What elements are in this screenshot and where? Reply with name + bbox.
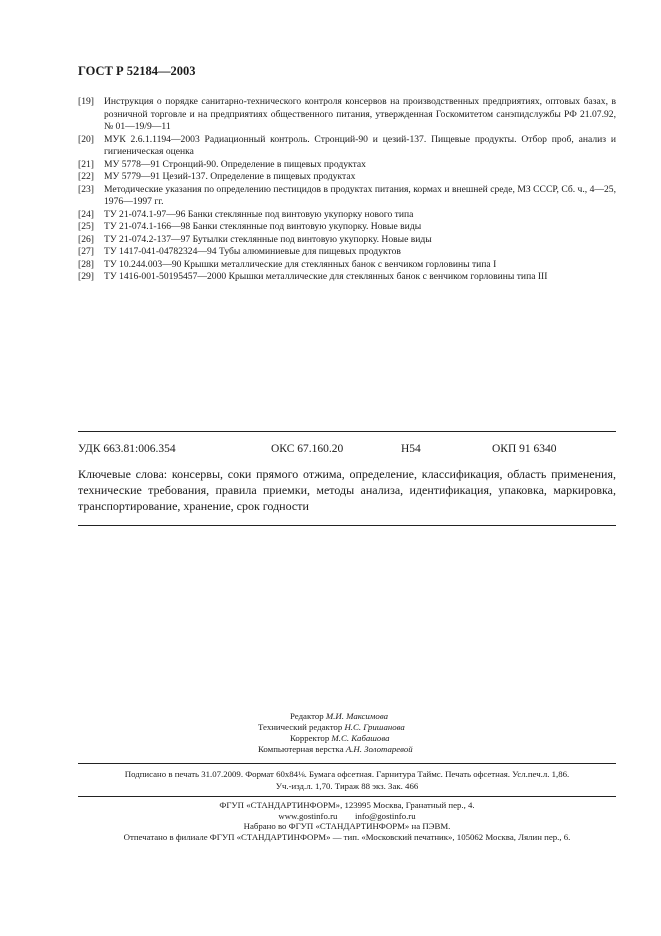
section-divider <box>78 763 616 764</box>
credit-role: Корректор <box>290 733 330 743</box>
reference-number: [26] <box>78 233 94 245</box>
credit-name: М.С. Кабашова <box>331 733 390 743</box>
credit-role: Технический редактор <box>258 722 343 732</box>
credit-name: М.И. Максимова <box>325 711 388 721</box>
credits-block <box>258 711 413 755</box>
reference-number: [29] <box>78 271 94 282</box>
credit-role: Редактор <box>290 711 324 721</box>
credit-line <box>258 722 413 733</box>
credit-line <box>258 744 413 755</box>
credit-line <box>258 733 413 744</box>
credit-line <box>258 711 413 722</box>
reference-number: [20] <box>78 133 94 145</box>
page-title: ГОСТ Р 52184—2003 <box>78 64 196 78</box>
reference-text: ТУ 21-074.1-97—96 Банки стеклянные под винтовую укупорку нового типа <box>104 208 414 220</box>
reference-item <box>78 96 616 134</box>
reference-text: ТУ 1416-001-50195457—2000 Крышки металлические для стеклянных банок с венчиком горловины типа III <box>104 271 548 282</box>
reference-item <box>78 209 616 222</box>
okp-code: ОКП 91 6340 <box>492 443 557 455</box>
reference-text: ТУ 1417-041-04782324—94 Тубы алюминиевые для пищевых продуктов <box>104 246 401 257</box>
keywords-paragraph: Ключевые слова: консервы, соки прямого отжима, определение, классификация, область применения, технические требования, правила приемки, методы анализа, идентификация, упаковка, маркировка, транспортирование, хранение, срок годности <box>78 467 616 513</box>
reference-list <box>78 96 616 284</box>
udk-code: УДК 663.81:006.354 <box>78 443 176 455</box>
reference-item <box>78 171 616 184</box>
reference-text: МУ 5779—91 Цезий-137. Определение в пищевых продуктах <box>104 171 356 182</box>
publisher-line: ФГУП «СТАНДАРТИНФОРМ», 123995 Москва, Гранатный пер., 4. <box>219 800 475 810</box>
reference-item <box>78 271 616 284</box>
reference-item <box>78 246 616 259</box>
reference-item <box>78 159 616 172</box>
publisher-line: Отпечатано в филиале ФГУП «СТАНДАРТИНФОРМ» — тип. «Московский печатник», 105062 Москва, Лялин пер., 6. <box>123 831 571 842</box>
reference-text: Инструкция о порядке санитарно-технического контроля консервов на производственных предприятиях, оптовых базах, в розничной торговле и на предприятиях общественного питания, утвержденная Госкомитетом санэпидслужбы РФ 21.07.92, № 01—19/9—11 <box>104 96 616 132</box>
website-link[interactable]: www.gostinfo.ru <box>278 810 338 821</box>
reference-text: ТУ 21-074.1-166—98 Банки стеклянные под винтовую укупорку. Новые виды <box>104 221 422 232</box>
reference-number: [19] <box>78 96 94 107</box>
reference-text: МУ 5778—91 Стронций-90. Определение в пищевых продуктах <box>104 158 366 170</box>
section-divider <box>78 796 616 797</box>
reference-text: МУК 2.6.1.1194—2003 Радиационный контроль. Стронций-90 и цезий-137. Пищевые продукты. Отбор проб, анализ и гигиеническая оценка <box>104 133 616 157</box>
signing-line: Подписано в печать 31.07.2009. Формат 60x84⅛. Бумага офсетная. Гарнитура Таймс. Печать офсетная. Усл.печ.л. 1,86. <box>124 769 570 779</box>
reference-number: [21] <box>78 158 94 170</box>
publisher-info <box>78 800 616 842</box>
credit-name: Н.С. Гришанова <box>344 722 405 732</box>
publisher-line: Набрано во ФГУП «СТАНДАРТИНФОРМ» на ПЭВМ. <box>243 821 451 831</box>
section-divider <box>78 431 616 432</box>
reference-item <box>78 259 616 272</box>
reference-item <box>78 134 616 159</box>
reference-number: [24] <box>78 208 94 220</box>
reference-text: ТУ 21-074.2-137—97 Бутылки стеклянные под винтовую укупорку. Новые виды <box>104 233 432 245</box>
reference-text: Методические указания по определению пестицидов в продуктах питания, кормах и внешней среде, МЗ СССР, Сб. ч., 4—25, 1976—1997 гг. <box>104 183 616 207</box>
group-code: Н54 <box>401 443 421 455</box>
publisher-contacts <box>78 811 616 822</box>
reference-number: [23] <box>78 183 94 195</box>
reference-item <box>78 184 616 209</box>
reference-number: [22] <box>78 171 94 182</box>
oks-code: ОКС 67.160.20 <box>271 443 344 455</box>
signing-line: Уч.-изд.л. 1,70. Тираж 88 экз. Зак. 466 <box>275 780 419 791</box>
email-link[interactable]: info@gostinfo.ru <box>355 810 416 821</box>
reference-number: [28] <box>78 258 94 270</box>
reference-item <box>78 221 616 234</box>
reference-item <box>78 234 616 247</box>
reference-number: [27] <box>78 246 94 257</box>
section-divider <box>78 525 616 526</box>
reference-number: [25] <box>78 221 94 232</box>
reference-text: ТУ 10.244.003—90 Крышки металлические для стеклянных банок с венчиком горловины типа I <box>104 258 497 270</box>
credit-role: Компьютерная верстка <box>258 744 344 754</box>
credit-name: А.Н. Золотаревой <box>345 744 413 754</box>
signing-info <box>78 769 616 792</box>
